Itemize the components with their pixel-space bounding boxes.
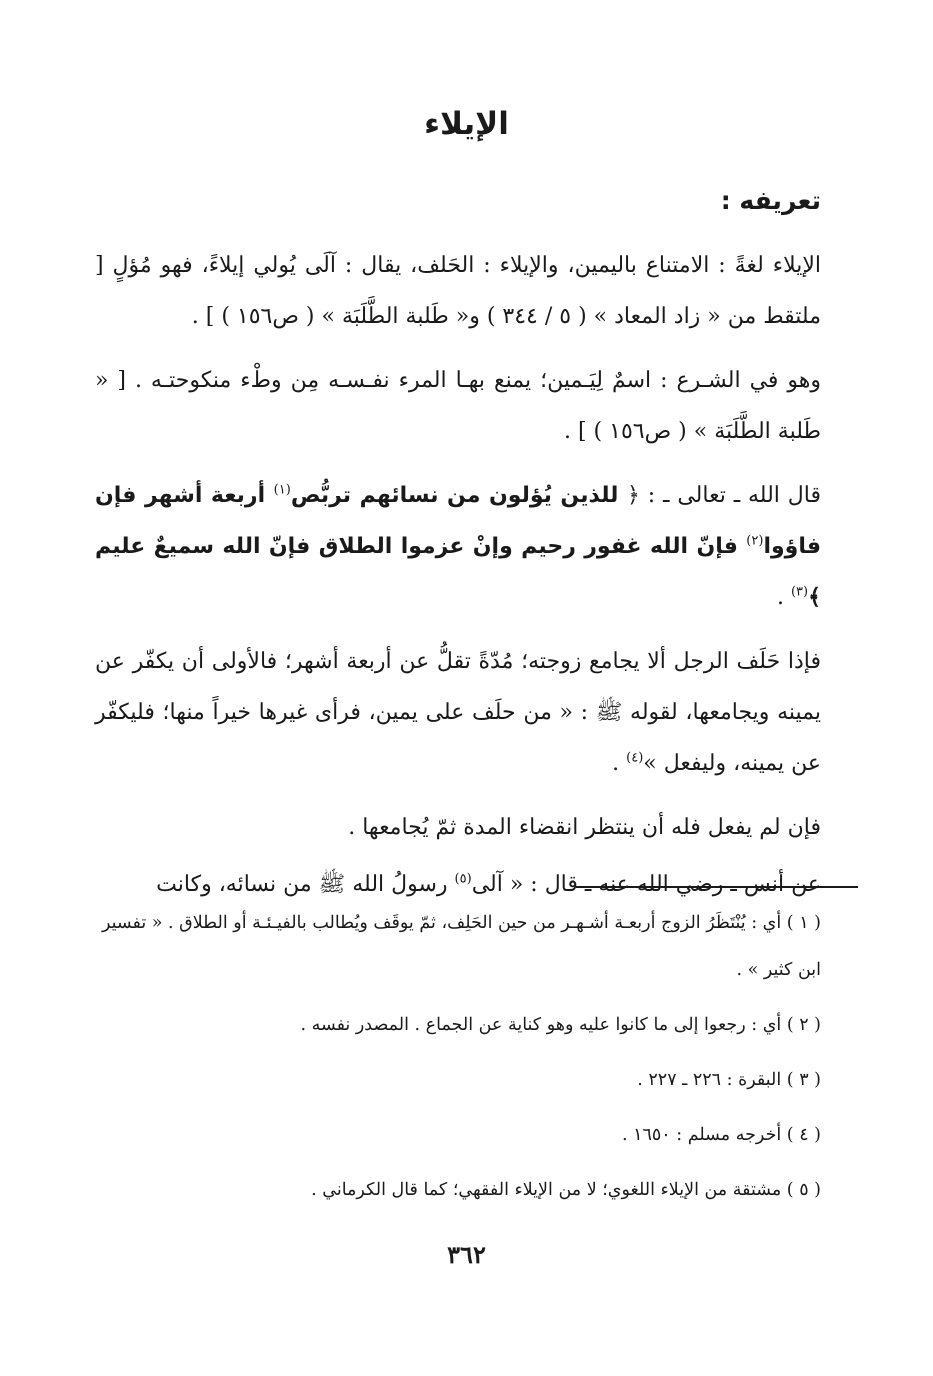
footnote-3: ( ٣ ) البقرة : ٢٢٦ ـ ٢٢٧ . [637,1070,821,1090]
footnote-ref-3: (٣) [790,584,809,600]
verse-end: . [776,585,791,610]
verse-intro: قال الله ـ تعالى ـ : ﴿ [626,483,821,508]
hadith-text-part-2: رسولُ الله ﷺ من نسائه، وكانت [156,872,455,897]
verse-text-part-2: أربعة أشهر فإن فاؤوا [95,483,821,559]
chapter-title: الإيلاء [424,106,509,142]
footnote-ref-4: (٤) [626,750,644,766]
hadith-text-part-1: عن أنس ـ رضي الله عنه ـ قال : « آلى [471,872,821,897]
footnote-2: ( ٢ ) أي : رجعوا إلى ما كانوا عليه وهو كناية عن الجماع . المصدر نفسه . [300,1015,821,1035]
paragraph-waiting: فإن لم يفعل فله أن ينتظر انقضاء المدة ثمّ يُجامعها . [348,815,821,840]
footnotes [95,900,821,1214]
verse-text-part-1: للذين يُؤلون من نسائهم تربُّص [290,483,627,508]
verse-text-part-3: فإنّ الله غفور رحيم وإنْ عزموا الطلاق فإنّ الله سميعٌ عليم ﴾ [95,534,821,610]
footnote-ref-2: (٢) [746,533,764,549]
paragraph-definition-language: الإيلاء لغةً : الامتناع باليمين، والإيلاء : الحَلف، يقال : آلَى يُولي إيلاءً، فهو مُؤلٍ [ ملتقط من « زاد المعاد » ( ٥ / ٣٤٤ ) و« طَلبة الطَّلَبَة » ( ص١٥٦ ) ] . [95,253,821,329]
footnote-4: ( ٤ ) أخرجه مسلم : ١٦٥٠ . [621,1125,821,1145]
footnote-divider [576,886,858,888]
paragraph-quran-verse [95,470,821,623]
paragraph-definition-sharia: وهو في الشـرع : اسمٌ لِيَـمين؛ يمنع بهـا المرء نفـسـه مِن وطْء منكوحتـه . [ « طَلبة الطَّلَبَة » ( ص١٥٦ ) ] . [95,368,821,444]
footnote-ref-1: (١) [273,482,291,498]
paragraph-expiation [95,636,821,789]
expiation-end: . [612,751,627,776]
main-text [95,240,821,923]
expiation-text: فإذا حَلَف الرجل ألا يجامع زوجته؛ مُدّةً تقلُّ عن أربعة أشهر؛ فالأولى أن يكفّر عن يمينه ويجامعها، لقوله ﷺ : « من حلَف على يمين، فرأى غيرها خيراً منها؛ فليكفّر عن يمينه، وليفعل » [95,649,821,776]
footnote-1: ( ١ ) أي : يُنْتَظَرُ الزوج أربعـة أشـهـر من حين الحَلِف، ثمّ يوقَف ويُطالب بالفيـئـة أو الطلاق . « تفسير ابن كثير » . [101,913,821,980]
section-heading: تعريفه : [720,186,821,215]
page-number: ٣٦٢ [447,1240,486,1269]
footnote-5: ( ٥ ) مشتقة من الإيلاء اللغوي؛ لا من الإيلاء الفقهي؛ كما قال الكرماني . [311,1180,821,1200]
footnote-ref-5: (٥) [454,871,472,887]
